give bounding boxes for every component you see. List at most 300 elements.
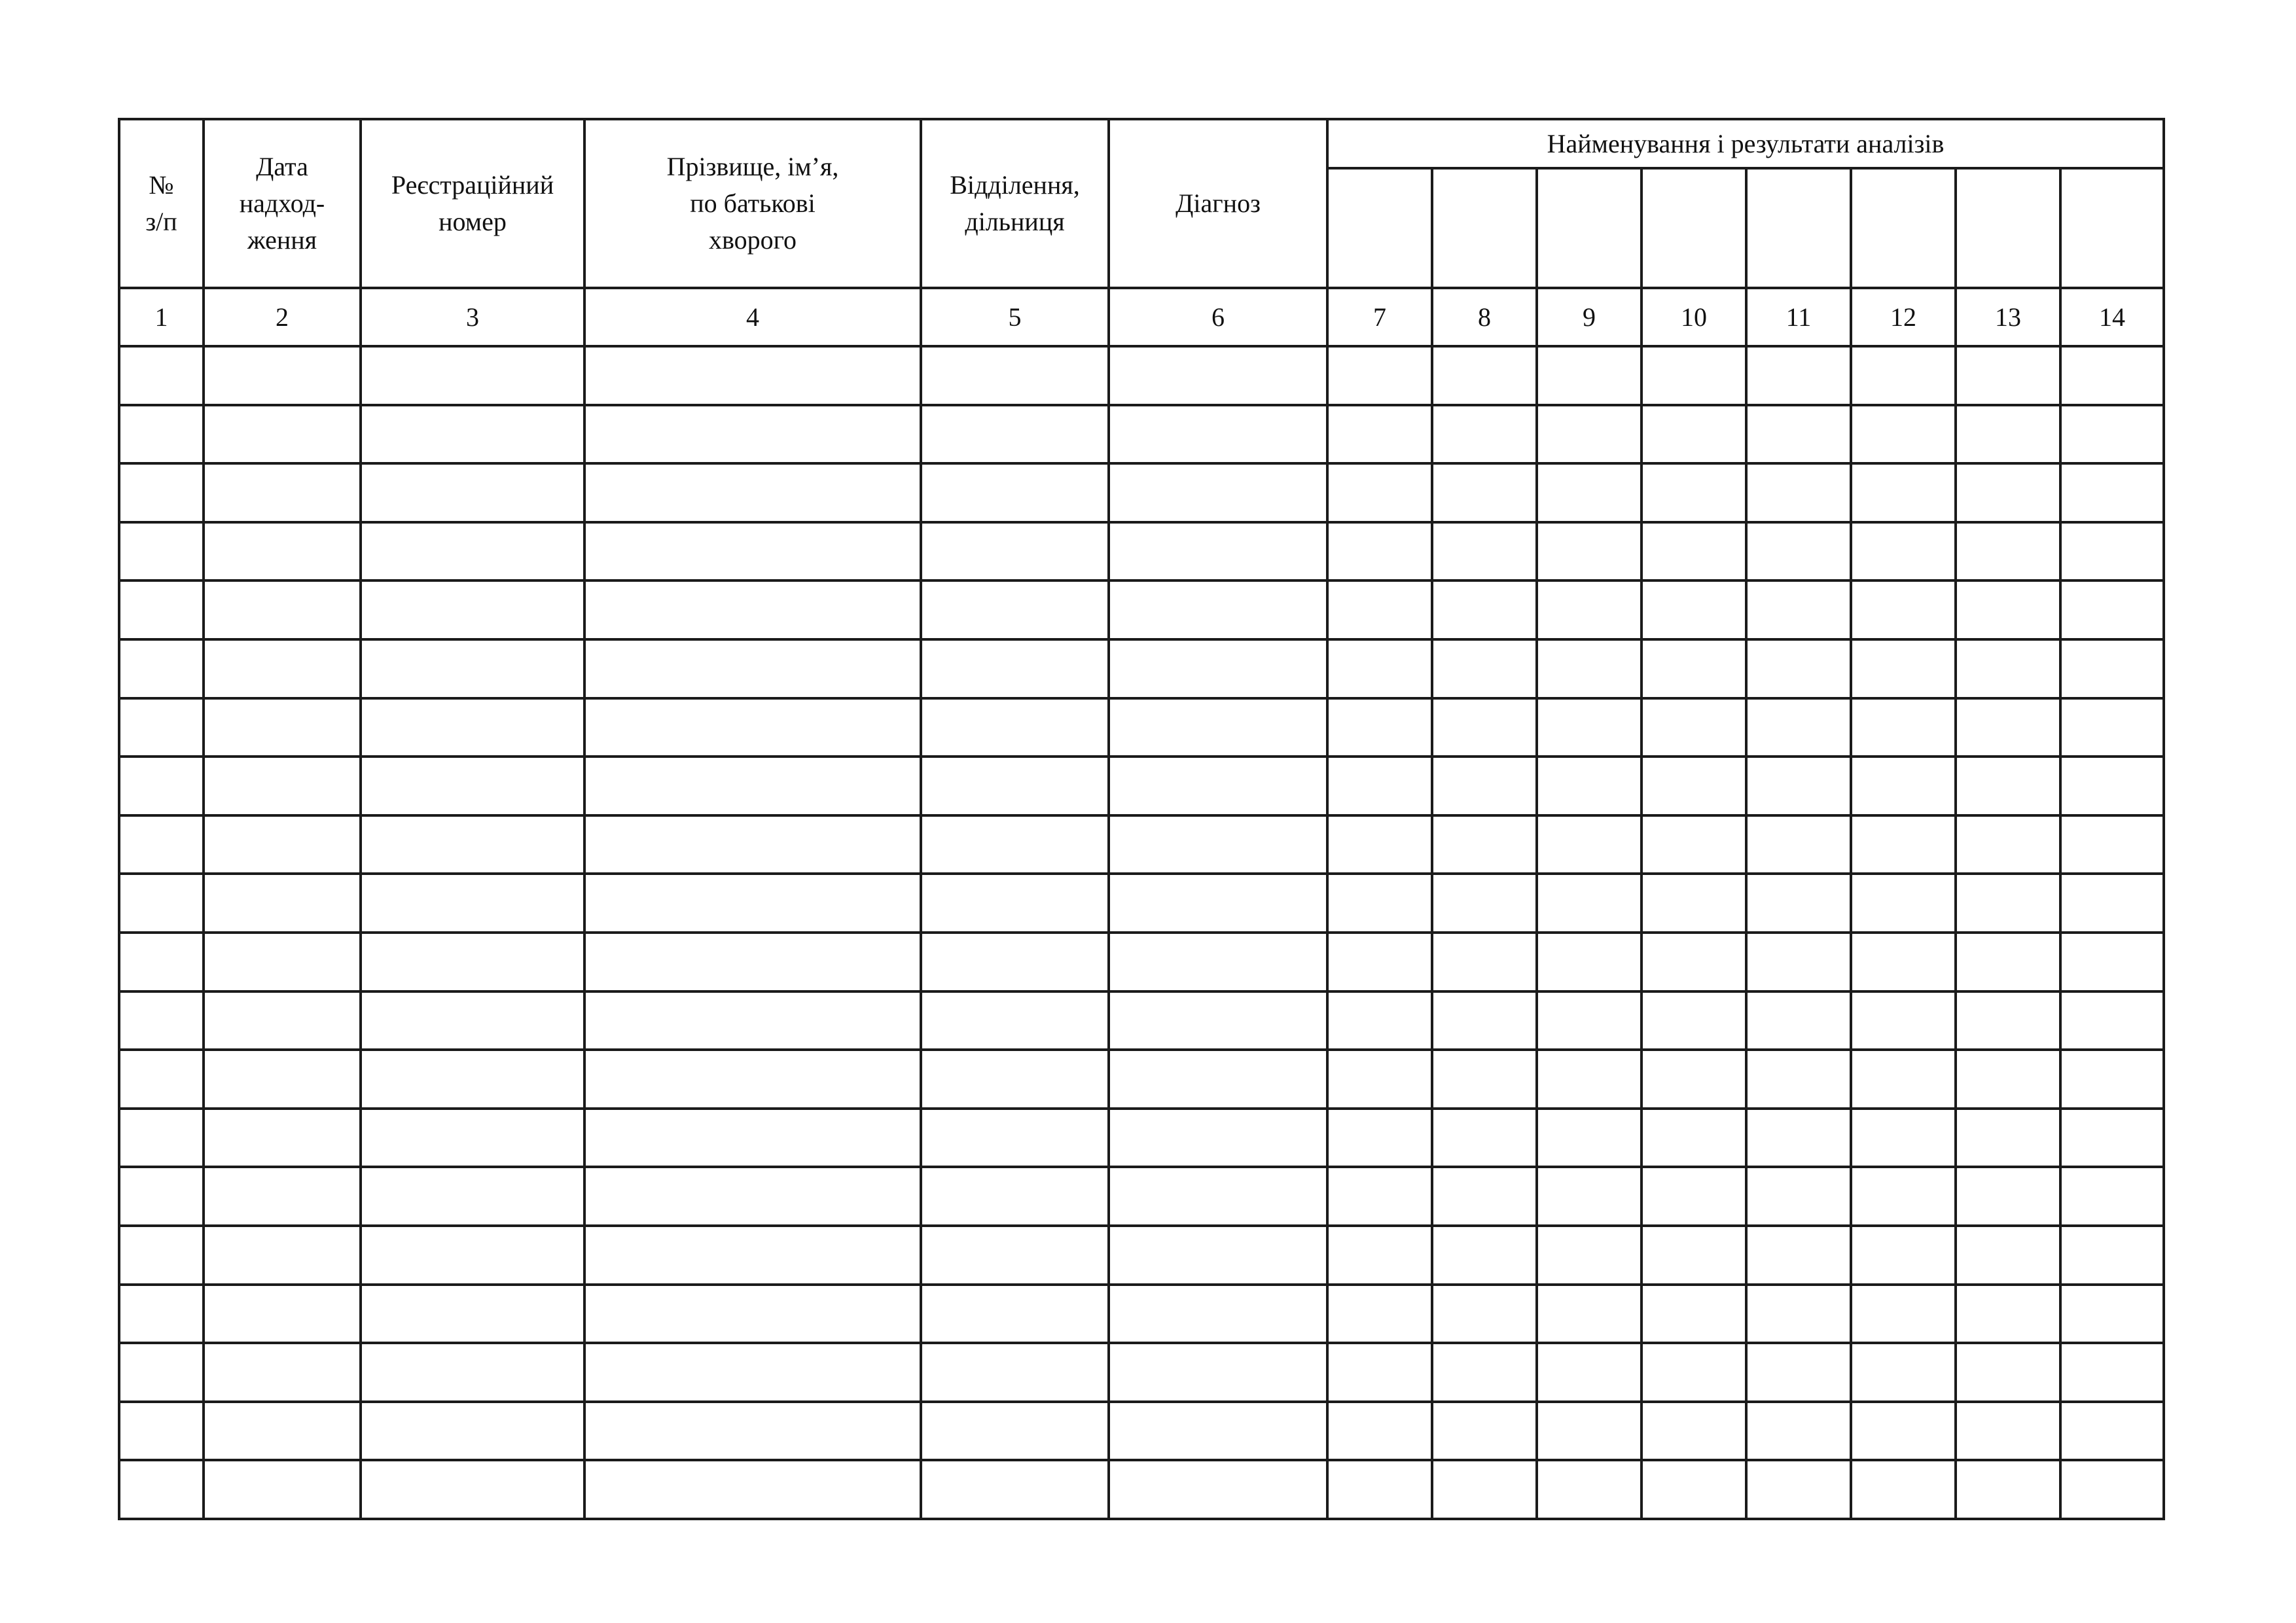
table-cell[interactable]	[1109, 1050, 1327, 1109]
table-cell[interactable]	[204, 1109, 361, 1168]
table-cell[interactable]	[1641, 815, 1746, 874]
column-number-cell: 4	[584, 288, 921, 346]
table-cell[interactable]	[204, 757, 361, 815]
table-cell[interactable]	[1956, 639, 2060, 698]
table-cell[interactable]	[119, 1402, 204, 1461]
table-cell[interactable]	[921, 639, 1109, 698]
table-cell[interactable]	[1746, 1109, 1851, 1168]
table-cell[interactable]	[584, 874, 921, 933]
table-cell[interactable]	[1327, 874, 1432, 933]
table-cell[interactable]	[1432, 1402, 1537, 1461]
table-cell[interactable]	[1851, 874, 1956, 933]
table-cell[interactable]	[1641, 463, 1746, 522]
table-cell[interactable]	[361, 698, 584, 757]
table-cell[interactable]	[1956, 933, 2060, 991]
table-cell[interactable]	[1109, 1402, 1327, 1461]
table-cell[interactable]	[1956, 405, 2060, 464]
table-cell[interactable]	[119, 757, 204, 815]
table-cell[interactable]	[1746, 1167, 1851, 1226]
table-cell[interactable]	[1327, 698, 1432, 757]
table-cell[interactable]	[921, 757, 1109, 815]
table-cell[interactable]	[1956, 1109, 2060, 1168]
table-cell[interactable]	[1327, 1050, 1432, 1109]
table-cell[interactable]	[1327, 1167, 1432, 1226]
table-cell[interactable]	[584, 1460, 921, 1519]
table-cell[interactable]	[119, 874, 204, 933]
table-cell[interactable]	[361, 1460, 584, 1519]
table-cell[interactable]	[1432, 1343, 1537, 1402]
table-cell[interactable]	[361, 1167, 584, 1226]
table-cell[interactable]	[1851, 1109, 1956, 1168]
table-cell[interactable]	[1327, 991, 1432, 1050]
table-cell[interactable]	[1851, 1343, 1956, 1402]
table-cell[interactable]	[1432, 991, 1537, 1050]
table-cell[interactable]	[361, 405, 584, 464]
table-cell[interactable]	[1641, 522, 1746, 581]
table-cell[interactable]	[921, 991, 1109, 1050]
table-cell[interactable]	[204, 1050, 361, 1109]
table-cell[interactable]	[2060, 874, 2164, 933]
table-cell[interactable]	[119, 1050, 204, 1109]
table-cell[interactable]	[921, 1285, 1109, 1344]
table-cell[interactable]	[1956, 1402, 2060, 1461]
table-cell[interactable]	[2060, 346, 2164, 405]
table-cell[interactable]	[1327, 1109, 1432, 1168]
table-cell[interactable]	[921, 522, 1109, 581]
table-row	[119, 1226, 2164, 1285]
table-cell[interactable]	[361, 815, 584, 874]
table-cell[interactable]	[1746, 405, 1851, 464]
table-cell[interactable]	[1956, 522, 2060, 581]
table-cell[interactable]	[1746, 698, 1851, 757]
table-cell[interactable]	[361, 1402, 584, 1461]
table-cell[interactable]	[1109, 933, 1327, 991]
table-cell[interactable]	[119, 639, 204, 698]
table-cell[interactable]	[584, 1226, 921, 1285]
table-cell[interactable]	[1956, 1050, 2060, 1109]
table-cell[interactable]	[1956, 757, 2060, 815]
table-cell[interactable]	[1537, 1285, 1641, 1344]
table-cell[interactable]	[1537, 933, 1641, 991]
table-cell[interactable]	[1851, 405, 1956, 464]
table-cell[interactable]	[119, 580, 204, 639]
table-cell[interactable]	[1109, 991, 1327, 1050]
table-cell[interactable]	[2060, 580, 2164, 639]
table-cell[interactable]	[1327, 346, 1432, 405]
table-cell[interactable]	[1641, 933, 1746, 991]
table-cell[interactable]	[361, 1050, 584, 1109]
table-cell[interactable]	[1641, 1226, 1746, 1285]
table-cell[interactable]	[361, 1109, 584, 1168]
table-cell[interactable]	[204, 1402, 361, 1461]
table-cell[interactable]	[204, 1460, 361, 1519]
table-cell[interactable]	[119, 463, 204, 522]
table-cell[interactable]	[921, 580, 1109, 639]
table-cell[interactable]	[1851, 522, 1956, 581]
table-row	[119, 1109, 2164, 1168]
table-cell[interactable]	[119, 1226, 204, 1285]
table-cell[interactable]	[584, 1343, 921, 1402]
column-number-cell: 12	[1851, 288, 1956, 346]
table-cell[interactable]	[1537, 522, 1641, 581]
table-cell[interactable]	[119, 1285, 204, 1344]
table-cell[interactable]	[1327, 933, 1432, 991]
table-cell[interactable]	[2060, 757, 2164, 815]
table-cell[interactable]	[1537, 698, 1641, 757]
table-cell[interactable]	[584, 815, 921, 874]
table-cell[interactable]	[1956, 815, 2060, 874]
table-cell[interactable]	[1109, 757, 1327, 815]
table-cell[interactable]	[2060, 522, 2164, 581]
table-cell[interactable]	[119, 346, 204, 405]
table-cell[interactable]	[204, 933, 361, 991]
table-cell[interactable]	[1746, 346, 1851, 405]
table-cell[interactable]	[584, 933, 921, 991]
table-cell[interactable]	[119, 1109, 204, 1168]
table-cell[interactable]	[1327, 639, 1432, 698]
table-cell[interactable]	[1109, 346, 1327, 405]
table-cell[interactable]	[1746, 991, 1851, 1050]
table-cell[interactable]	[1537, 1460, 1641, 1519]
table-cell[interactable]	[584, 405, 921, 464]
table-cell[interactable]	[921, 1050, 1109, 1109]
table-row	[119, 874, 2164, 933]
table-cell[interactable]	[921, 874, 1109, 933]
table-cell[interactable]	[1956, 1343, 2060, 1402]
table-cell[interactable]	[2060, 933, 2164, 991]
table-cell[interactable]	[1109, 1109, 1327, 1168]
table-cell[interactable]	[361, 1285, 584, 1344]
table-cell[interactable]	[1432, 346, 1537, 405]
table-cell[interactable]	[1537, 1343, 1641, 1402]
table-cell[interactable]	[204, 1167, 361, 1226]
table-cell[interactable]	[2060, 815, 2164, 874]
table-cell[interactable]	[1537, 1402, 1641, 1461]
table-cell[interactable]	[119, 405, 204, 464]
table-cell[interactable]	[361, 933, 584, 991]
table-cell[interactable]	[921, 405, 1109, 464]
table-cell[interactable]	[1746, 463, 1851, 522]
table-cell[interactable]	[1537, 1226, 1641, 1285]
table-cell[interactable]	[1746, 580, 1851, 639]
table-cell[interactable]	[1109, 874, 1327, 933]
table-cell[interactable]	[1746, 1050, 1851, 1109]
table-cell[interactable]	[1851, 1050, 1956, 1109]
table-cell[interactable]	[1432, 698, 1537, 757]
table-cell[interactable]	[1851, 1285, 1956, 1344]
table-cell[interactable]	[204, 580, 361, 639]
table-cell[interactable]	[584, 1285, 921, 1344]
analysis-subheader-cell	[1746, 168, 1851, 288]
table-cell[interactable]	[2060, 1402, 2164, 1461]
table-cell[interactable]	[1851, 346, 1956, 405]
table-cell[interactable]	[1109, 1460, 1327, 1519]
table-row	[119, 1050, 2164, 1109]
table-cell[interactable]	[584, 580, 921, 639]
table-cell[interactable]	[1537, 639, 1641, 698]
table-cell[interactable]	[1956, 874, 2060, 933]
table-row	[119, 991, 2164, 1050]
table-cell[interactable]	[921, 1167, 1109, 1226]
column-number-cell: 13	[1956, 288, 2060, 346]
table-cell[interactable]	[204, 991, 361, 1050]
table-cell[interactable]	[1851, 1226, 1956, 1285]
table-cell[interactable]	[1641, 1109, 1746, 1168]
table-cell[interactable]	[584, 1109, 921, 1168]
table-cell[interactable]	[1537, 1109, 1641, 1168]
table-cell[interactable]	[921, 346, 1109, 405]
table-cell[interactable]	[1851, 1460, 1956, 1519]
table-cell[interactable]	[361, 580, 584, 639]
table-cell[interactable]	[1746, 1226, 1851, 1285]
table-cell[interactable]	[1537, 346, 1641, 405]
table-cell[interactable]	[1851, 580, 1956, 639]
table-cell[interactable]	[119, 698, 204, 757]
table-cell[interactable]	[1746, 874, 1851, 933]
table-cell[interactable]	[361, 346, 584, 405]
table-cell[interactable]	[1432, 405, 1537, 464]
table-cell[interactable]	[584, 463, 921, 522]
table-cell[interactable]	[1851, 933, 1956, 991]
table-cell[interactable]	[1851, 639, 1956, 698]
table-cell[interactable]	[584, 1402, 921, 1461]
table-cell[interactable]	[1746, 522, 1851, 581]
table-cell[interactable]	[2060, 1167, 2164, 1226]
table-cell[interactable]	[361, 874, 584, 933]
table-cell[interactable]	[1641, 405, 1746, 464]
table-cell[interactable]	[361, 522, 584, 581]
table-cell[interactable]	[1327, 1343, 1432, 1402]
table-cell[interactable]	[1109, 405, 1327, 464]
table-cell[interactable]	[1641, 1460, 1746, 1519]
table-cell[interactable]	[584, 1167, 921, 1226]
table-cell[interactable]	[2060, 1226, 2164, 1285]
table-cell[interactable]	[119, 1460, 204, 1519]
table-cell[interactable]	[2060, 463, 2164, 522]
table-cell[interactable]	[1956, 346, 2060, 405]
table-cell[interactable]	[584, 757, 921, 815]
table-cell[interactable]	[1109, 815, 1327, 874]
table-cell[interactable]	[1537, 815, 1641, 874]
table-cell[interactable]	[1109, 1343, 1327, 1402]
table-cell[interactable]	[1109, 463, 1327, 522]
table-cell[interactable]	[1432, 933, 1537, 991]
table-cell[interactable]	[921, 1343, 1109, 1402]
table-cell[interactable]	[921, 1402, 1109, 1461]
table-cell[interactable]	[361, 639, 584, 698]
table-cell[interactable]	[1956, 698, 2060, 757]
table-cell[interactable]	[1432, 1050, 1537, 1109]
column-number-cell: 9	[1537, 288, 1641, 346]
table-cell[interactable]	[1432, 757, 1537, 815]
table-cell[interactable]	[1641, 991, 1746, 1050]
table-cell[interactable]	[1956, 1460, 2060, 1519]
table-cell[interactable]	[1746, 1343, 1851, 1402]
table-cell[interactable]	[584, 522, 921, 581]
table-cell[interactable]	[1537, 757, 1641, 815]
table-cell[interactable]	[1432, 639, 1537, 698]
table-cell[interactable]	[1327, 815, 1432, 874]
table-cell[interactable]	[1641, 1285, 1746, 1344]
table-cell[interactable]	[119, 933, 204, 991]
table-cell[interactable]	[2060, 1050, 2164, 1109]
table-cell[interactable]	[1327, 1226, 1432, 1285]
table-cell[interactable]	[1956, 1167, 2060, 1226]
table-cell[interactable]	[584, 698, 921, 757]
table-cell[interactable]	[1746, 1285, 1851, 1344]
analysis-subheader-cell	[2060, 168, 2164, 288]
table-cell[interactable]	[119, 991, 204, 1050]
table-cell[interactable]	[204, 815, 361, 874]
table-cell[interactable]	[1641, 1343, 1746, 1402]
table-cell[interactable]	[1956, 463, 2060, 522]
table-cell[interactable]	[1537, 991, 1641, 1050]
column-number-cell: 10	[1641, 288, 1746, 346]
table-cell[interactable]	[1641, 757, 1746, 815]
table-cell[interactable]	[1327, 405, 1432, 464]
table-cell[interactable]	[1537, 1167, 1641, 1226]
table-cell[interactable]	[1956, 991, 2060, 1050]
table-cell[interactable]	[1641, 346, 1746, 405]
table-cell[interactable]	[204, 698, 361, 757]
table-cell[interactable]	[1432, 874, 1537, 933]
table-cell[interactable]	[2060, 1109, 2164, 1168]
table-cell[interactable]	[119, 522, 204, 581]
table-cell[interactable]	[1851, 815, 1956, 874]
table-cell[interactable]	[1851, 1167, 1956, 1226]
table-cell[interactable]	[1432, 1226, 1537, 1285]
table-cell[interactable]	[1641, 1167, 1746, 1226]
table-cell[interactable]	[204, 1226, 361, 1285]
table-cell[interactable]	[1327, 1285, 1432, 1344]
table-cell[interactable]	[1641, 698, 1746, 757]
table-cell[interactable]	[204, 405, 361, 464]
table-cell[interactable]	[1109, 639, 1327, 698]
table-cell[interactable]	[921, 815, 1109, 874]
table-cell[interactable]	[1432, 1167, 1537, 1226]
table-cell[interactable]	[2060, 639, 2164, 698]
table-cell[interactable]	[119, 1167, 204, 1226]
table-cell[interactable]	[1537, 1050, 1641, 1109]
table-cell[interactable]	[1851, 991, 1956, 1050]
table-cell[interactable]	[1327, 463, 1432, 522]
table-cell[interactable]	[1537, 580, 1641, 639]
table-cell[interactable]	[2060, 991, 2164, 1050]
table-cell[interactable]	[921, 463, 1109, 522]
table-cell[interactable]	[1109, 1226, 1327, 1285]
table-cell[interactable]	[361, 991, 584, 1050]
table-cell[interactable]	[1109, 1285, 1327, 1344]
table-cell[interactable]	[2060, 405, 2164, 464]
table-cell[interactable]	[2060, 1460, 2164, 1519]
table-cell[interactable]	[1641, 1402, 1746, 1461]
table-cell[interactable]	[1746, 1402, 1851, 1461]
table-cell[interactable]	[1641, 639, 1746, 698]
table-cell[interactable]	[1327, 580, 1432, 639]
table-row	[119, 1460, 2164, 1519]
column-number-cell: 14	[2060, 288, 2164, 346]
table-cell[interactable]	[1537, 874, 1641, 933]
table-cell[interactable]	[1432, 580, 1537, 639]
table-cell[interactable]	[1327, 1460, 1432, 1519]
table-cell[interactable]	[1537, 405, 1641, 464]
table-cell[interactable]	[1851, 698, 1956, 757]
table-cell[interactable]	[204, 463, 361, 522]
table-cell[interactable]	[584, 639, 921, 698]
table-cell[interactable]	[1327, 757, 1432, 815]
table-cell[interactable]	[1432, 522, 1537, 581]
table-row	[119, 522, 2164, 581]
table-cell[interactable]	[1432, 1460, 1537, 1519]
table-body	[119, 119, 2164, 1519]
table-cell[interactable]	[1432, 815, 1537, 874]
table-cell[interactable]	[204, 874, 361, 933]
table-cell[interactable]	[921, 698, 1109, 757]
table-cell[interactable]	[204, 1343, 361, 1402]
table-cell[interactable]	[1746, 1460, 1851, 1519]
table-cell[interactable]	[1109, 522, 1327, 581]
table-cell[interactable]	[584, 991, 921, 1050]
table-cell[interactable]	[1537, 463, 1641, 522]
table-cell[interactable]	[1327, 522, 1432, 581]
table-cell[interactable]	[1641, 874, 1746, 933]
header-date-received	[204, 119, 361, 288]
analysis-subheader-cell	[1956, 168, 2060, 288]
table-cell[interactable]	[1851, 757, 1956, 815]
table-cell[interactable]	[1746, 757, 1851, 815]
table-cell[interactable]	[361, 463, 584, 522]
table-cell[interactable]	[1109, 698, 1327, 757]
table-cell[interactable]	[1327, 1402, 1432, 1461]
table-cell[interactable]	[584, 1050, 921, 1109]
table-cell[interactable]	[1641, 580, 1746, 639]
table-cell[interactable]	[1746, 639, 1851, 698]
table-cell[interactable]	[1641, 1050, 1746, 1109]
table-cell[interactable]	[1956, 1226, 2060, 1285]
table-cell[interactable]	[1109, 1167, 1327, 1226]
table-cell[interactable]	[361, 1343, 584, 1402]
table-cell[interactable]	[1109, 580, 1327, 639]
table-row	[119, 933, 2164, 991]
table-cell[interactable]	[1432, 1109, 1537, 1168]
table-cell[interactable]	[119, 1343, 204, 1402]
table-cell[interactable]	[361, 1226, 584, 1285]
table-cell[interactable]	[584, 346, 921, 405]
table-cell[interactable]	[2060, 698, 2164, 757]
table-cell[interactable]	[1956, 1285, 2060, 1344]
table-cell[interactable]	[204, 1285, 361, 1344]
table-cell[interactable]	[921, 933, 1109, 991]
table-cell[interactable]	[921, 1109, 1109, 1168]
table-cell[interactable]	[204, 522, 361, 581]
table-cell[interactable]	[1956, 580, 2060, 639]
table-cell[interactable]	[2060, 1285, 2164, 1344]
table-cell[interactable]	[204, 346, 361, 405]
table-cell[interactable]	[1432, 463, 1537, 522]
table-cell[interactable]	[1746, 815, 1851, 874]
table-cell[interactable]	[361, 757, 584, 815]
table-cell[interactable]	[1851, 463, 1956, 522]
table-cell[interactable]	[921, 1460, 1109, 1519]
table-cell[interactable]	[1851, 1402, 1956, 1461]
table-cell[interactable]	[921, 1226, 1109, 1285]
table-cell[interactable]	[204, 639, 361, 698]
column-number-cell: 3	[361, 288, 584, 346]
table-cell[interactable]	[119, 815, 204, 874]
table-cell[interactable]	[1432, 1285, 1537, 1344]
table-cell[interactable]	[2060, 1343, 2164, 1402]
table-cell[interactable]	[1746, 933, 1851, 991]
